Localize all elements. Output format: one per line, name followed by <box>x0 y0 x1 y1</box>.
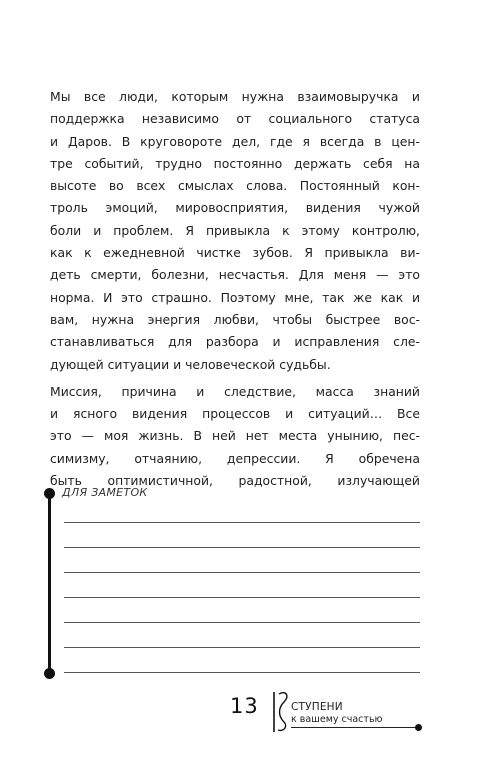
text-line: поддержка независимо от социального статуса <box>50 111 420 127</box>
note-line[interactable] <box>64 522 420 523</box>
body-text <box>50 86 420 492</box>
paragraph-2 <box>50 381 420 492</box>
logo-underline <box>291 727 417 728</box>
text-line: и ясного видения процессов и ситуаций… Все <box>50 406 420 422</box>
text-line: боли и проблем. Я привыкла к этому контролю, <box>50 222 420 238</box>
text-line: Мы все люди, которым нужна взаимовыручка и <box>50 89 420 104</box>
notes-title: ДЛЯ ЗАМЕТОК <box>62 486 148 499</box>
text-line: как к ежедневной чистке зубов. Я привыкла ви- <box>50 245 420 261</box>
text-line: Миссия, причина и следствие, масса знаний <box>50 383 420 399</box>
note-line[interactable] <box>64 672 420 673</box>
notes-section <box>44 482 420 682</box>
logo-dot-icon <box>415 724 422 731</box>
note-line[interactable] <box>64 572 420 573</box>
text-line: станавливаться для разбора и исправления сле- <box>50 334 420 350</box>
text-line: троль эмоций, мировосприятия, видения чужой <box>50 200 420 216</box>
text-line: тре событий, трудно постоянно держать себя на <box>50 155 420 171</box>
text-line: норма. И это страшно. Поэтому мне, так же как и <box>50 289 420 305</box>
notes-vertical-bar <box>48 492 51 672</box>
text-line: и Даров. В круговороте дел, где я всегда в цен- <box>50 133 420 149</box>
notes-end-dot-icon <box>44 668 55 679</box>
text-line: высоте во всех смыслах слова. Постоянный кон- <box>50 178 420 194</box>
note-line[interactable] <box>64 547 420 548</box>
paragraph-1 <box>50 86 420 376</box>
text-line: вам, нужна энергия любви, чтобы быстрее вос- <box>50 311 420 327</box>
page-number: 13 <box>230 694 259 718</box>
series-logo <box>270 690 442 734</box>
logo-title: СТУПЕНИ <box>291 701 343 713</box>
text-line: деть смерти, болезни, несчастья. Для меня — это <box>50 267 420 283</box>
text-line: дующей ситуации и человеческой судьбы. <box>50 356 331 372</box>
text-line: быть оптимистичной, радостной, излучающей <box>50 473 420 489</box>
page-footer <box>0 690 500 750</box>
logo-subtitle: к вашему счастью <box>291 714 383 725</box>
text-line: симизму, отчаянию, депрессии. Я обречена <box>50 450 420 466</box>
text-line: это — моя жизнь. В ней нет места унынию, пес- <box>50 428 420 444</box>
note-line[interactable] <box>64 622 420 623</box>
note-line[interactable] <box>64 597 420 598</box>
note-line[interactable] <box>64 647 420 648</box>
notes-bullet-icon <box>44 488 55 499</box>
